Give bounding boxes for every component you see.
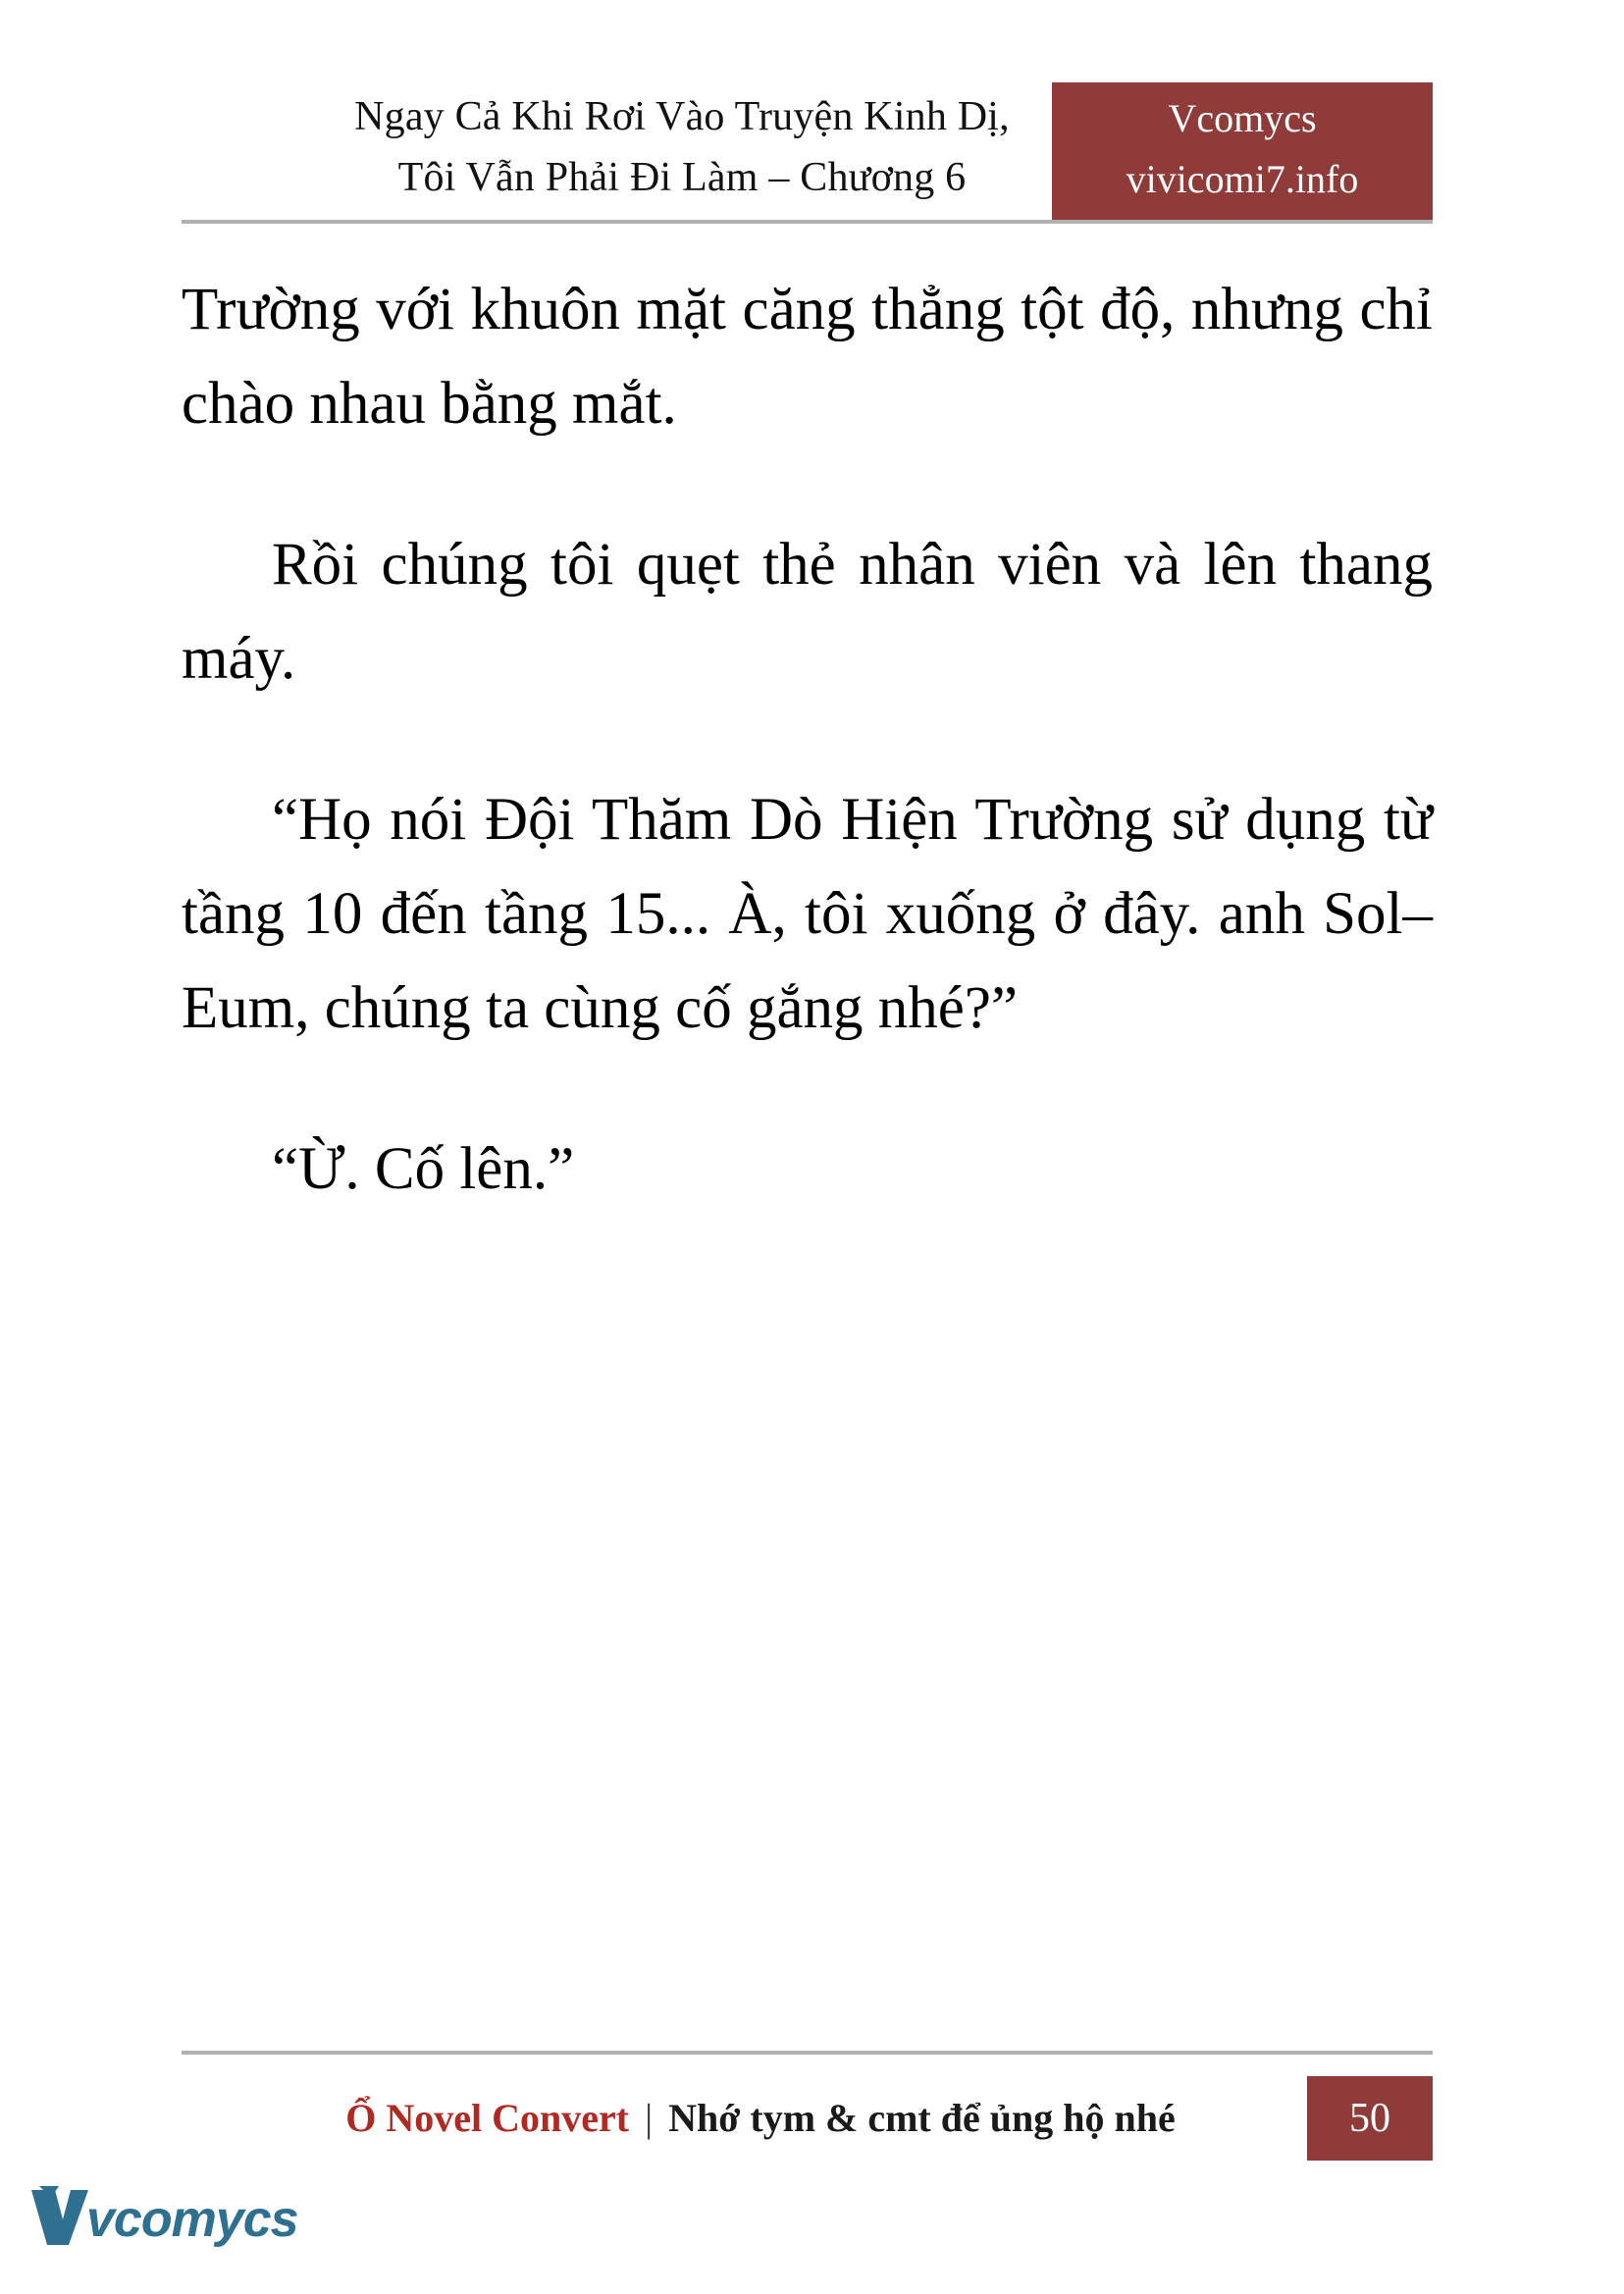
site-badge-url: vivicomi7.info [1126,157,1359,201]
paragraph: “Họ nói Đội Thăm Dò Hiện Trường sử dụng từ tầng 10 đến tầng 15... À, tôi xuống ở đây. anh Sol–Eum, chúng ta cùng cố gắng nhé?” [182,787,1433,1041]
footer-credit [182,2080,1339,2157]
site-badge [1052,82,1433,220]
paragraph: “Ừ. Cố lên.” [272,1136,575,1202]
footer-note: Nhớ tym & cmt để ủng hộ nhé [668,2096,1176,2140]
header-title-line1: Ngay Cả Khi Rơi Vào Truyện Kinh Dị, [354,94,1010,139]
v-logo-icon [29,2184,90,2249]
watermark-logo [29,2176,298,2270]
page-content [182,263,1433,1283]
paragraph: Rồi chúng tôi quẹt thẻ nhân viên và lên thang máy. [182,532,1433,692]
footer-separator: | [645,2096,654,2140]
page-footer [182,2051,1433,2168]
paragraph: Trường với khuôn mặt căng thẳng tột độ, nhưng chỉ chào nhau bằng mắt. [182,277,1433,437]
page-number: 50 [1307,2076,1433,2161]
page-header [182,86,1433,224]
footer-brand: Ổ Novel Convert [345,2096,630,2140]
header-title [250,86,1114,208]
header-title-line2: Tôi Vẫn Phải Đi Làm – Chương 6 [397,155,967,200]
site-badge-name: Vcomycs [1168,96,1317,140]
watermark-text: vcomycs [86,2191,298,2248]
